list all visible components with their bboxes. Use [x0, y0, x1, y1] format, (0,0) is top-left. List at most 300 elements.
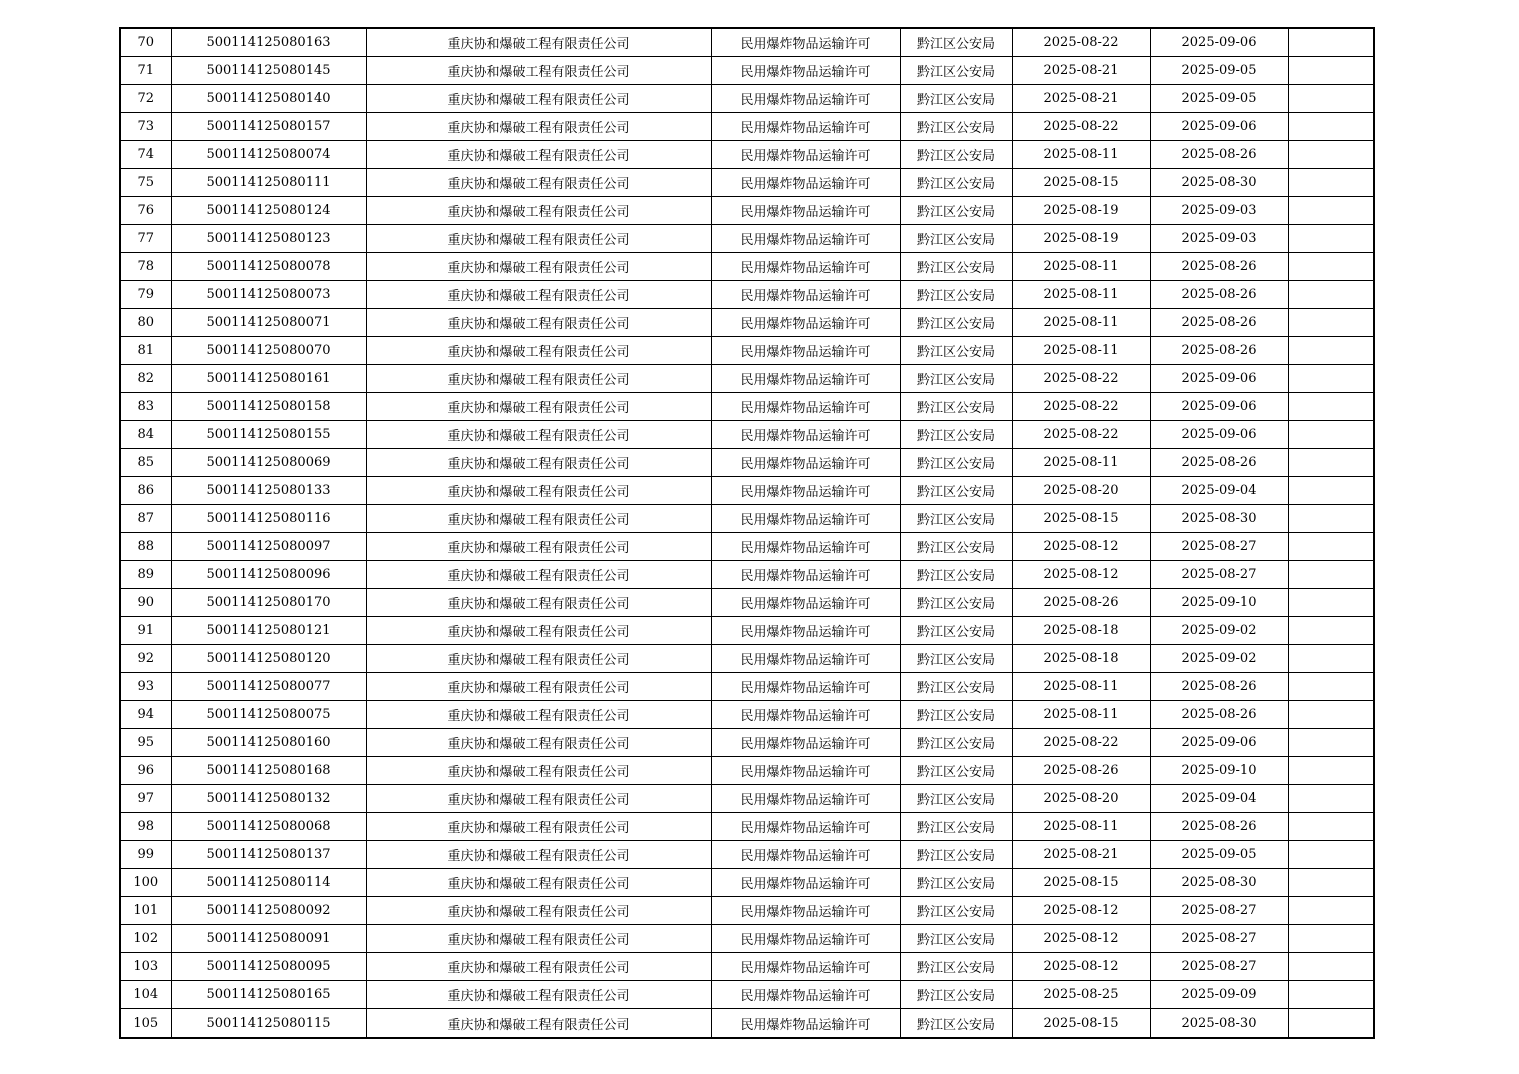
company-name-cell: 重庆协和爆破工程有限责任公司 [366, 981, 711, 1009]
permit-type-cell: 民用爆炸物品运输许可 [711, 617, 900, 645]
issuing-authority-cell: 黔江区公安局 [900, 953, 1012, 981]
company-name-cell: 重庆协和爆破工程有限责任公司 [366, 729, 711, 757]
table-row [120, 141, 1374, 169]
row-number-cell: 100 [120, 869, 171, 897]
remarks-cell [1288, 225, 1374, 253]
permit-type-cell: 民用爆炸物品运输许可 [711, 897, 900, 925]
end-date-cell: 2025-09-10 [1150, 757, 1288, 785]
end-date-cell: 2025-08-30 [1150, 869, 1288, 897]
start-date-cell: 2025-08-11 [1012, 813, 1150, 841]
permit-code-cell: 500114125080075 [171, 701, 366, 729]
company-name-cell: 重庆协和爆破工程有限责任公司 [366, 393, 711, 421]
start-date-cell: 2025-08-12 [1012, 897, 1150, 925]
permit-type-cell: 民用爆炸物品运输许可 [711, 225, 900, 253]
start-date-cell: 2025-08-20 [1012, 477, 1150, 505]
start-date-cell: 2025-08-11 [1012, 309, 1150, 337]
issuing-authority-cell: 黔江区公安局 [900, 981, 1012, 1009]
table-row [120, 757, 1374, 785]
table-row [120, 505, 1374, 533]
table-row [120, 925, 1374, 953]
permit-table [119, 27, 1375, 1039]
issuing-authority-cell: 黔江区公安局 [900, 645, 1012, 673]
issuing-authority-cell: 黔江区公安局 [900, 533, 1012, 561]
permit-code-cell: 500114125080121 [171, 617, 366, 645]
issuing-authority-cell: 黔江区公安局 [900, 225, 1012, 253]
end-date-cell: 2025-09-02 [1150, 617, 1288, 645]
end-date-cell: 2025-08-30 [1150, 169, 1288, 197]
permit-type-cell: 民用爆炸物品运输许可 [711, 561, 900, 589]
row-number-cell: 104 [120, 981, 171, 1009]
start-date-cell: 2025-08-22 [1012, 729, 1150, 757]
company-name-cell: 重庆协和爆破工程有限责任公司 [366, 225, 711, 253]
permit-code-cell: 500114125080145 [171, 57, 366, 85]
start-date-cell: 2025-08-12 [1012, 533, 1150, 561]
issuing-authority-cell: 黔江区公安局 [900, 505, 1012, 533]
remarks-cell [1288, 505, 1374, 533]
start-date-cell: 2025-08-15 [1012, 869, 1150, 897]
start-date-cell: 2025-08-12 [1012, 953, 1150, 981]
company-name-cell: 重庆协和爆破工程有限责任公司 [366, 897, 711, 925]
row-number-cell: 74 [120, 141, 171, 169]
start-date-cell: 2025-08-15 [1012, 505, 1150, 533]
row-number-cell: 84 [120, 421, 171, 449]
permit-type-cell: 民用爆炸物品运输许可 [711, 1009, 900, 1039]
permit-code-cell: 500114125080078 [171, 253, 366, 281]
remarks-cell [1288, 169, 1374, 197]
permit-code-cell: 500114125080074 [171, 141, 366, 169]
permit-code-cell: 500114125080157 [171, 113, 366, 141]
company-name-cell: 重庆协和爆破工程有限责任公司 [366, 673, 711, 701]
permit-code-cell: 500114125080092 [171, 897, 366, 925]
end-date-cell: 2025-08-26 [1150, 309, 1288, 337]
issuing-authority-cell: 黔江区公安局 [900, 393, 1012, 421]
remarks-cell [1288, 337, 1374, 365]
remarks-cell [1288, 281, 1374, 309]
permit-type-cell: 民用爆炸物品运输许可 [711, 813, 900, 841]
row-number-cell: 75 [120, 169, 171, 197]
start-date-cell: 2025-08-15 [1012, 169, 1150, 197]
company-name-cell: 重庆协和爆破工程有限责任公司 [366, 505, 711, 533]
end-date-cell: 2025-08-27 [1150, 533, 1288, 561]
table-row [120, 981, 1374, 1009]
issuing-authority-cell: 黔江区公安局 [900, 701, 1012, 729]
issuing-authority-cell: 黔江区公安局 [900, 925, 1012, 953]
end-date-cell: 2025-08-26 [1150, 281, 1288, 309]
issuing-authority-cell: 黔江区公安局 [900, 757, 1012, 785]
table-row [120, 365, 1374, 393]
row-number-cell: 79 [120, 281, 171, 309]
company-name-cell: 重庆协和爆破工程有限责任公司 [366, 113, 711, 141]
company-name-cell: 重庆协和爆破工程有限责任公司 [366, 365, 711, 393]
permit-type-cell: 民用爆炸物品运输许可 [711, 589, 900, 617]
table-row [120, 617, 1374, 645]
table-row [120, 253, 1374, 281]
permit-type-cell: 民用爆炸物品运输许可 [711, 673, 900, 701]
permit-table-body [120, 28, 1374, 1038]
issuing-authority-cell: 黔江区公安局 [900, 365, 1012, 393]
start-date-cell: 2025-08-19 [1012, 197, 1150, 225]
company-name-cell: 重庆协和爆破工程有限责任公司 [366, 701, 711, 729]
start-date-cell: 2025-08-18 [1012, 617, 1150, 645]
row-number-cell: 80 [120, 309, 171, 337]
permit-code-cell: 500114125080096 [171, 561, 366, 589]
row-number-cell: 92 [120, 645, 171, 673]
permit-type-cell: 民用爆炸物品运输许可 [711, 281, 900, 309]
end-date-cell: 2025-08-26 [1150, 141, 1288, 169]
end-date-cell: 2025-09-05 [1150, 85, 1288, 113]
company-name-cell: 重庆协和爆破工程有限责任公司 [366, 785, 711, 813]
issuing-authority-cell: 黔江区公安局 [900, 337, 1012, 365]
remarks-cell [1288, 701, 1374, 729]
row-number-cell: 93 [120, 673, 171, 701]
end-date-cell: 2025-09-02 [1150, 645, 1288, 673]
table-row [120, 701, 1374, 729]
end-date-cell: 2025-08-26 [1150, 673, 1288, 701]
row-number-cell: 71 [120, 57, 171, 85]
issuing-authority-cell: 黔江区公安局 [900, 813, 1012, 841]
start-date-cell: 2025-08-12 [1012, 561, 1150, 589]
issuing-authority-cell: 黔江区公安局 [900, 57, 1012, 85]
permit-code-cell: 500114125080068 [171, 813, 366, 841]
end-date-cell: 2025-09-04 [1150, 785, 1288, 813]
company-name-cell: 重庆协和爆破工程有限责任公司 [366, 309, 711, 337]
permit-type-cell: 民用爆炸物品运输许可 [711, 953, 900, 981]
permit-code-cell: 500114125080111 [171, 169, 366, 197]
permit-code-cell: 500114125080140 [171, 85, 366, 113]
start-date-cell: 2025-08-11 [1012, 281, 1150, 309]
table-row [120, 337, 1374, 365]
company-name-cell: 重庆协和爆破工程有限责任公司 [366, 925, 711, 953]
company-name-cell: 重庆协和爆破工程有限责任公司 [366, 337, 711, 365]
remarks-cell [1288, 197, 1374, 225]
issuing-authority-cell: 黔江区公安局 [900, 729, 1012, 757]
remarks-cell [1288, 617, 1374, 645]
remarks-cell [1288, 141, 1374, 169]
permit-code-cell: 500114125080073 [171, 281, 366, 309]
company-name-cell: 重庆协和爆破工程有限责任公司 [366, 841, 711, 869]
remarks-cell [1288, 533, 1374, 561]
company-name-cell: 重庆协和爆破工程有限责任公司 [366, 813, 711, 841]
row-number-cell: 90 [120, 589, 171, 617]
permit-code-cell: 500114125080071 [171, 309, 366, 337]
remarks-cell [1288, 673, 1374, 701]
permit-code-cell: 500114125080116 [171, 505, 366, 533]
row-number-cell: 88 [120, 533, 171, 561]
remarks-cell [1288, 785, 1374, 813]
permit-type-cell: 民用爆炸物品运输许可 [711, 393, 900, 421]
permit-code-cell: 500114125080168 [171, 757, 366, 785]
table-row [120, 729, 1374, 757]
permit-type-cell: 民用爆炸物品运输许可 [711, 253, 900, 281]
remarks-cell [1288, 813, 1374, 841]
issuing-authority-cell: 黔江区公安局 [900, 281, 1012, 309]
permit-code-cell: 500114125080120 [171, 645, 366, 673]
table-row [120, 645, 1374, 673]
remarks-cell [1288, 85, 1374, 113]
end-date-cell: 2025-08-30 [1150, 1009, 1288, 1039]
table-row [120, 813, 1374, 841]
end-date-cell: 2025-08-27 [1150, 561, 1288, 589]
table-row [120, 673, 1374, 701]
remarks-cell [1288, 981, 1374, 1009]
start-date-cell: 2025-08-25 [1012, 981, 1150, 1009]
permit-type-cell: 民用爆炸物品运输许可 [711, 113, 900, 141]
permit-code-cell: 500114125080115 [171, 1009, 366, 1039]
row-number-cell: 94 [120, 701, 171, 729]
end-date-cell: 2025-09-06 [1150, 113, 1288, 141]
row-number-cell: 77 [120, 225, 171, 253]
permit-code-cell: 500114125080077 [171, 673, 366, 701]
issuing-authority-cell: 黔江区公安局 [900, 253, 1012, 281]
permit-code-cell: 500114125080133 [171, 477, 366, 505]
permit-type-cell: 民用爆炸物品运输许可 [711, 449, 900, 477]
table-row [120, 57, 1374, 85]
start-date-cell: 2025-08-22 [1012, 421, 1150, 449]
permit-type-cell: 民用爆炸物品运输许可 [711, 869, 900, 897]
company-name-cell: 重庆协和爆破工程有限责任公司 [366, 953, 711, 981]
end-date-cell: 2025-09-03 [1150, 197, 1288, 225]
row-number-cell: 101 [120, 897, 171, 925]
table-row [120, 589, 1374, 617]
end-date-cell: 2025-09-10 [1150, 589, 1288, 617]
remarks-cell [1288, 561, 1374, 589]
start-date-cell: 2025-08-19 [1012, 225, 1150, 253]
row-number-cell: 82 [120, 365, 171, 393]
row-number-cell: 98 [120, 813, 171, 841]
permit-type-cell: 民用爆炸物品运输许可 [711, 309, 900, 337]
issuing-authority-cell: 黔江区公安局 [900, 169, 1012, 197]
issuing-authority-cell: 黔江区公安局 [900, 449, 1012, 477]
end-date-cell: 2025-09-06 [1150, 28, 1288, 57]
row-number-cell: 78 [120, 253, 171, 281]
permit-code-cell: 500114125080069 [171, 449, 366, 477]
table-row [120, 28, 1374, 57]
company-name-cell: 重庆协和爆破工程有限责任公司 [366, 85, 711, 113]
permit-code-cell: 500114125080163 [171, 28, 366, 57]
issuing-authority-cell: 黔江区公安局 [900, 673, 1012, 701]
company-name-cell: 重庆协和爆破工程有限责任公司 [366, 533, 711, 561]
start-date-cell: 2025-08-11 [1012, 701, 1150, 729]
permit-type-cell: 民用爆炸物品运输许可 [711, 785, 900, 813]
remarks-cell [1288, 449, 1374, 477]
end-date-cell: 2025-08-26 [1150, 253, 1288, 281]
issuing-authority-cell: 黔江区公安局 [900, 617, 1012, 645]
remarks-cell [1288, 309, 1374, 337]
start-date-cell: 2025-08-21 [1012, 841, 1150, 869]
permit-code-cell: 500114125080161 [171, 365, 366, 393]
permit-type-cell: 民用爆炸物品运输许可 [711, 57, 900, 85]
start-date-cell: 2025-08-11 [1012, 449, 1150, 477]
issuing-authority-cell: 黔江区公安局 [900, 561, 1012, 589]
table-row [120, 281, 1374, 309]
company-name-cell: 重庆协和爆破工程有限责任公司 [366, 1009, 711, 1039]
issuing-authority-cell: 黔江区公安局 [900, 85, 1012, 113]
permit-code-cell: 500114125080137 [171, 841, 366, 869]
row-number-cell: 95 [120, 729, 171, 757]
table-row [120, 953, 1374, 981]
start-date-cell: 2025-08-11 [1012, 673, 1150, 701]
row-number-cell: 91 [120, 617, 171, 645]
remarks-cell [1288, 393, 1374, 421]
table-row [120, 393, 1374, 421]
permit-type-cell: 民用爆炸物品运输许可 [711, 505, 900, 533]
table-row [120, 449, 1374, 477]
row-number-cell: 72 [120, 85, 171, 113]
issuing-authority-cell: 黔江区公安局 [900, 869, 1012, 897]
permit-code-cell: 500114125080165 [171, 981, 366, 1009]
issuing-authority-cell: 黔江区公安局 [900, 477, 1012, 505]
company-name-cell: 重庆协和爆破工程有限责任公司 [366, 253, 711, 281]
remarks-cell [1288, 113, 1374, 141]
start-date-cell: 2025-08-15 [1012, 1009, 1150, 1039]
permit-code-cell: 500114125080095 [171, 953, 366, 981]
table-row [120, 897, 1374, 925]
row-number-cell: 85 [120, 449, 171, 477]
remarks-cell [1288, 729, 1374, 757]
permit-type-cell: 民用爆炸物品运输许可 [711, 477, 900, 505]
start-date-cell: 2025-08-22 [1012, 393, 1150, 421]
remarks-cell [1288, 897, 1374, 925]
table-row [120, 309, 1374, 337]
company-name-cell: 重庆协和爆破工程有限责任公司 [366, 449, 711, 477]
table-row [120, 169, 1374, 197]
row-number-cell: 87 [120, 505, 171, 533]
row-number-cell: 86 [120, 477, 171, 505]
table-row [120, 785, 1374, 813]
row-number-cell: 73 [120, 113, 171, 141]
start-date-cell: 2025-08-26 [1012, 589, 1150, 617]
end-date-cell: 2025-09-05 [1150, 841, 1288, 869]
issuing-authority-cell: 黔江区公安局 [900, 421, 1012, 449]
issuing-authority-cell: 黔江区公安局 [900, 113, 1012, 141]
permit-code-cell: 500114125080114 [171, 869, 366, 897]
row-number-cell: 89 [120, 561, 171, 589]
start-date-cell: 2025-08-26 [1012, 757, 1150, 785]
start-date-cell: 2025-08-12 [1012, 925, 1150, 953]
table-row [120, 225, 1374, 253]
company-name-cell: 重庆协和爆破工程有限责任公司 [366, 589, 711, 617]
row-number-cell: 97 [120, 785, 171, 813]
permit-code-cell: 500114125080160 [171, 729, 366, 757]
start-date-cell: 2025-08-20 [1012, 785, 1150, 813]
issuing-authority-cell: 黔江区公安局 [900, 1009, 1012, 1039]
remarks-cell [1288, 28, 1374, 57]
end-date-cell: 2025-08-27 [1150, 925, 1288, 953]
remarks-cell [1288, 869, 1374, 897]
permit-type-cell: 民用爆炸物品运输许可 [711, 85, 900, 113]
company-name-cell: 重庆协和爆破工程有限责任公司 [366, 169, 711, 197]
permit-type-cell: 民用爆炸物品运输许可 [711, 421, 900, 449]
permit-type-cell: 民用爆炸物品运输许可 [711, 841, 900, 869]
permit-type-cell: 民用爆炸物品运输许可 [711, 729, 900, 757]
company-name-cell: 重庆协和爆破工程有限责任公司 [366, 197, 711, 225]
start-date-cell: 2025-08-11 [1012, 253, 1150, 281]
end-date-cell: 2025-09-03 [1150, 225, 1288, 253]
permit-code-cell: 500114125080132 [171, 785, 366, 813]
table-row [120, 477, 1374, 505]
start-date-cell: 2025-08-21 [1012, 57, 1150, 85]
start-date-cell: 2025-08-22 [1012, 113, 1150, 141]
company-name-cell: 重庆协和爆破工程有限责任公司 [366, 757, 711, 785]
end-date-cell: 2025-09-06 [1150, 421, 1288, 449]
table-row [120, 197, 1374, 225]
start-date-cell: 2025-08-18 [1012, 645, 1150, 673]
table-row [120, 113, 1374, 141]
company-name-cell: 重庆协和爆破工程有限责任公司 [366, 617, 711, 645]
start-date-cell: 2025-08-11 [1012, 141, 1150, 169]
row-number-cell: 76 [120, 197, 171, 225]
permit-type-cell: 民用爆炸物品运输许可 [711, 757, 900, 785]
issuing-authority-cell: 黔江区公安局 [900, 141, 1012, 169]
permit-type-cell: 民用爆炸物品运输许可 [711, 533, 900, 561]
end-date-cell: 2025-08-27 [1150, 897, 1288, 925]
table-row [120, 85, 1374, 113]
table-row [120, 1009, 1374, 1039]
permit-type-cell: 民用爆炸物品运输许可 [711, 925, 900, 953]
start-date-cell: 2025-08-22 [1012, 28, 1150, 57]
start-date-cell: 2025-08-11 [1012, 337, 1150, 365]
company-name-cell: 重庆协和爆破工程有限责任公司 [366, 869, 711, 897]
end-date-cell: 2025-08-27 [1150, 953, 1288, 981]
company-name-cell: 重庆协和爆破工程有限责任公司 [366, 281, 711, 309]
table-row [120, 533, 1374, 561]
company-name-cell: 重庆协和爆破工程有限责任公司 [366, 57, 711, 85]
issuing-authority-cell: 黔江区公安局 [900, 589, 1012, 617]
permit-code-cell: 500114125080091 [171, 925, 366, 953]
permit-type-cell: 民用爆炸物品运输许可 [711, 365, 900, 393]
row-number-cell: 83 [120, 393, 171, 421]
permit-code-cell: 500114125080123 [171, 225, 366, 253]
permit-type-cell: 民用爆炸物品运输许可 [711, 169, 900, 197]
permit-code-cell: 500114125080070 [171, 337, 366, 365]
company-name-cell: 重庆协和爆破工程有限责任公司 [366, 28, 711, 57]
table-row [120, 841, 1374, 869]
table-row [120, 561, 1374, 589]
row-number-cell: 70 [120, 28, 171, 57]
permit-code-cell: 500114125080170 [171, 589, 366, 617]
permit-code-cell: 500114125080124 [171, 197, 366, 225]
start-date-cell: 2025-08-22 [1012, 365, 1150, 393]
permit-type-cell: 民用爆炸物品运输许可 [711, 197, 900, 225]
table-row [120, 869, 1374, 897]
remarks-cell [1288, 1009, 1374, 1039]
remarks-cell [1288, 365, 1374, 393]
remarks-cell [1288, 589, 1374, 617]
company-name-cell: 重庆协和爆破工程有限责任公司 [366, 477, 711, 505]
end-date-cell: 2025-08-26 [1150, 813, 1288, 841]
remarks-cell [1288, 477, 1374, 505]
end-date-cell: 2025-09-06 [1150, 729, 1288, 757]
row-number-cell: 81 [120, 337, 171, 365]
issuing-authority-cell: 黔江区公安局 [900, 785, 1012, 813]
end-date-cell: 2025-08-26 [1150, 701, 1288, 729]
company-name-cell: 重庆协和爆破工程有限责任公司 [366, 141, 711, 169]
issuing-authority-cell: 黔江区公安局 [900, 841, 1012, 869]
permit-type-cell: 民用爆炸物品运输许可 [711, 337, 900, 365]
end-date-cell: 2025-09-06 [1150, 365, 1288, 393]
company-name-cell: 重庆协和爆破工程有限责任公司 [366, 421, 711, 449]
company-name-cell: 重庆协和爆破工程有限责任公司 [366, 561, 711, 589]
row-number-cell: 102 [120, 925, 171, 953]
issuing-authority-cell: 黔江区公安局 [900, 28, 1012, 57]
row-number-cell: 103 [120, 953, 171, 981]
issuing-authority-cell: 黔江区公安局 [900, 897, 1012, 925]
end-date-cell: 2025-09-04 [1150, 477, 1288, 505]
end-date-cell: 2025-09-09 [1150, 981, 1288, 1009]
end-date-cell: 2025-09-06 [1150, 393, 1288, 421]
issuing-authority-cell: 黔江区公安局 [900, 309, 1012, 337]
remarks-cell [1288, 57, 1374, 85]
